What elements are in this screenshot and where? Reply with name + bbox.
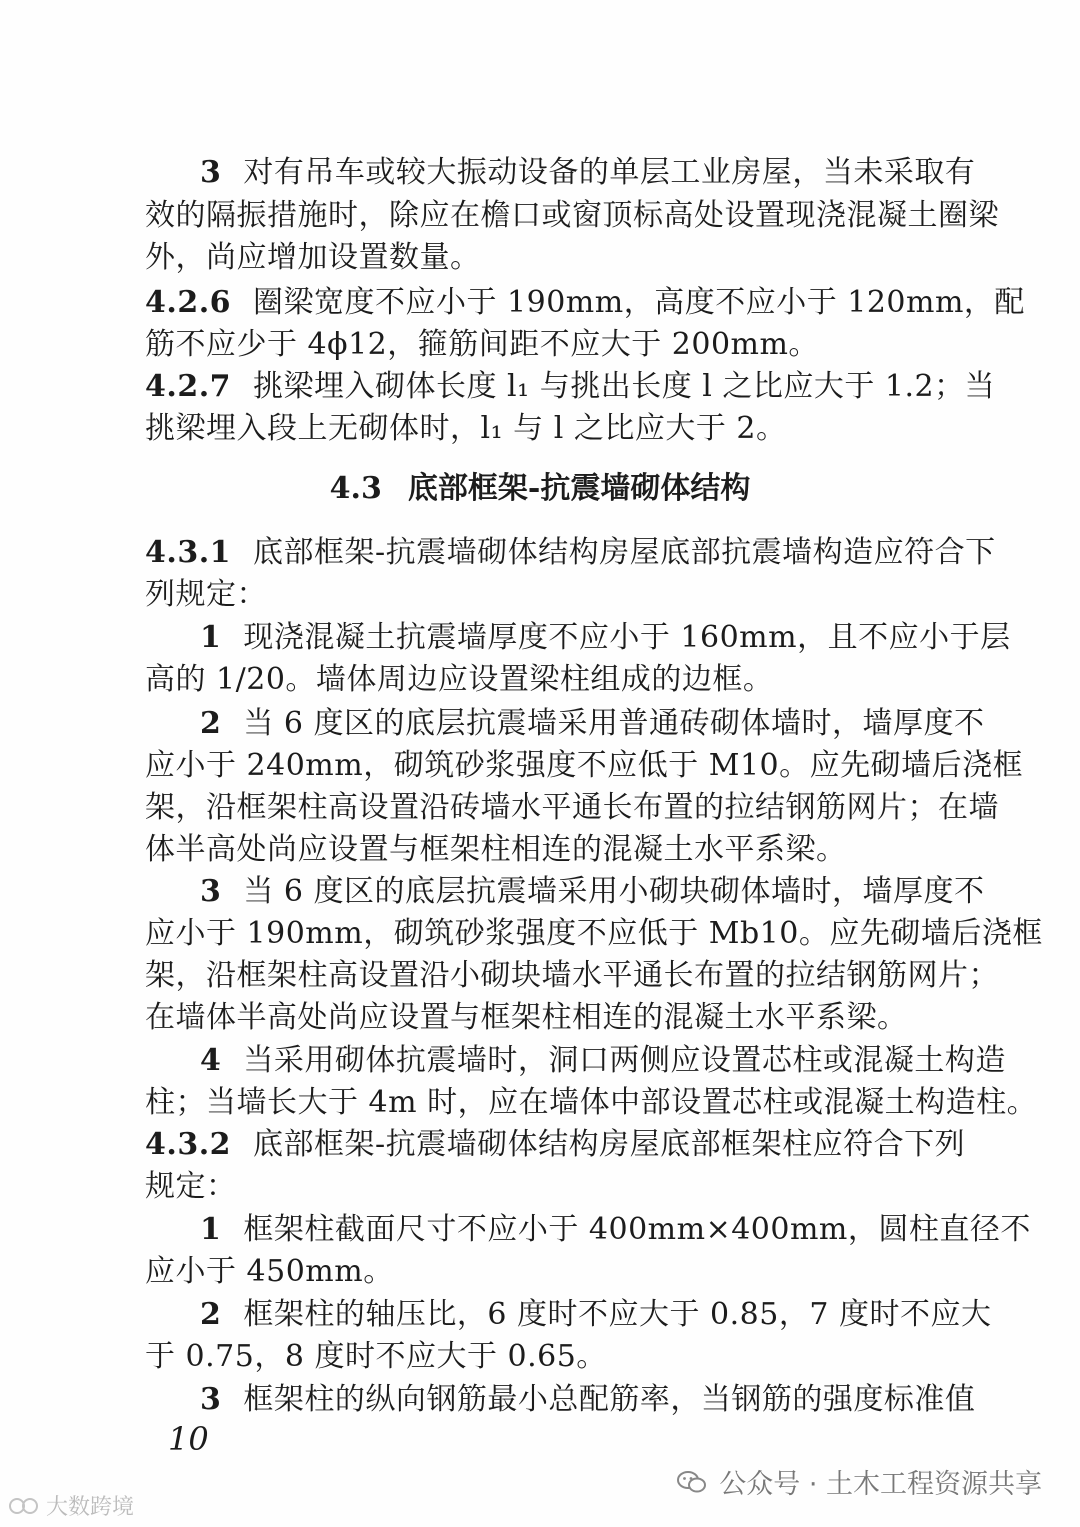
brand-logo-text: 大数跨境 [46, 1495, 135, 1520]
list-item: 2 框架柱的轴压比，6 度时不应大于 0.85，7 度时不应大 [200, 1297, 992, 1332]
paragraph-line: 在墙体半高处尚应设置与框架柱相连的混凝土水平系梁。 [145, 1000, 908, 1035]
paragraph-line: 体半高处尚应设置与框架柱相连的混凝土水平系梁。 [145, 832, 847, 867]
paragraph-line: 架，沿框架柱高设置沿砖墙水平通长布置的拉结钢筋网片；在墙 [145, 790, 999, 825]
paragraph-line: 外，尚应增加设置数量。 [145, 240, 481, 275]
clause-4-3-2: 4.3.2 底部框架-抗震墙砌体结构房屋底部框架柱应符合下列 [145, 1127, 966, 1162]
item-number: 1 [200, 1212, 222, 1247]
clause-number: 4.2.7 [145, 369, 232, 404]
paragraph-line: 效的隔振措施时，除应在檐口或窗顶标高处设置现浇混凝土圈梁 [145, 198, 999, 233]
list-item: 1 现浇混凝土抗震墙厚度不应小于 160mm，且不应小于层 [200, 620, 1011, 655]
item-number: 3 [200, 1382, 222, 1417]
item-number: 4 [200, 1043, 222, 1078]
paragraph-line: 筋不应少于 4ϕ12，箍筋间距不应大于 200mm。 [145, 327, 819, 362]
watermark [677, 1462, 1042, 1501]
paragraph-line: 应小于 240mm，砌筑砂浆强度不应低于 M10。应先砌墙后浇框 [145, 748, 1024, 783]
paragraph-line: 柱；当墙长大于 4m 时，应在墙体中部设置芯柱或混凝土构造柱。 [145, 1085, 1038, 1120]
paragraph-line: 高的 1/20。墙体周边应设置梁柱组成的边框。 [145, 662, 774, 697]
wechat-icon [677, 1470, 707, 1494]
page-number: 10 [168, 1420, 209, 1458]
brand-logo-icon [8, 1495, 42, 1517]
paragraph-line: 应小于 190mm，砌筑砂浆强度不应低于 Mb10。应先砌墙后浇框 [145, 916, 1043, 951]
list-item: 2 当 6 度区的底层抗震墙采用普通砖砌体墙时，墙厚度不 [200, 706, 985, 741]
clause-4-2-6: 4.2.6 圈梁宽度不应小于 190mm，高度不应小于 120mm，配 [145, 285, 1025, 320]
clause-number: 4.2.6 [145, 285, 232, 320]
section-heading [0, 468, 1080, 510]
list-item: 3 框架柱的纵向钢筋最小总配筋率，当钢筋的强度标准值 [200, 1382, 976, 1417]
paragraph-line: 架，沿框架柱高设置沿小砌块墙水平通长布置的拉结钢筋网片； [145, 958, 999, 993]
clause-4-3-1: 4.3.1 底部框架-抗震墙砌体结构房屋底部抗震墙构造应符合下 [145, 535, 996, 570]
clause-number: 4.3.2 [145, 1127, 232, 1162]
clause-4-2-7: 4.2.7 挑梁埋入砌体长度 l₁ 与挑出长度 l 之比应大于 1.2；当 [145, 369, 996, 404]
paragraph-line: 3 对有吊车或较大振动设备的单层工业房屋，当未采取有 [200, 155, 976, 190]
paragraph-line: 列规定： [145, 577, 267, 612]
paragraph-line: 于 0.75，8 度时不应大于 0.65。 [145, 1339, 607, 1374]
watermark-text: 公众号 · 土木工程资源共享 [719, 1469, 1042, 1500]
item-number: 2 [200, 1297, 222, 1332]
brand-logo [8, 1490, 134, 1521]
item-number: 3 [200, 874, 222, 909]
paragraph-line: 规定： [145, 1169, 237, 1204]
section-number: 4.3 [329, 471, 382, 506]
section-title: 底部框架-抗震墙砌体结构 [407, 471, 751, 506]
list-item: 1 框架柱截面尺寸不应小于 400mm×400mm，圆柱直径不 [200, 1212, 1031, 1247]
list-item: 4 当采用砌体抗震墙时，洞口两侧应设置芯柱或混凝土构造 [200, 1043, 1006, 1078]
item-number: 3 [200, 155, 222, 190]
paragraph-line: 挑梁埋入段上无砌体时，l₁ 与 l 之比应大于 2。 [145, 411, 787, 446]
clause-number: 4.3.1 [145, 535, 232, 570]
item-number: 1 [200, 620, 222, 655]
item-number: 2 [200, 706, 222, 741]
paragraph-line: 应小于 450mm。 [145, 1254, 394, 1289]
list-item: 3 当 6 度区的底层抗震墙采用小砌块砌体墙时，墙厚度不 [200, 874, 985, 909]
